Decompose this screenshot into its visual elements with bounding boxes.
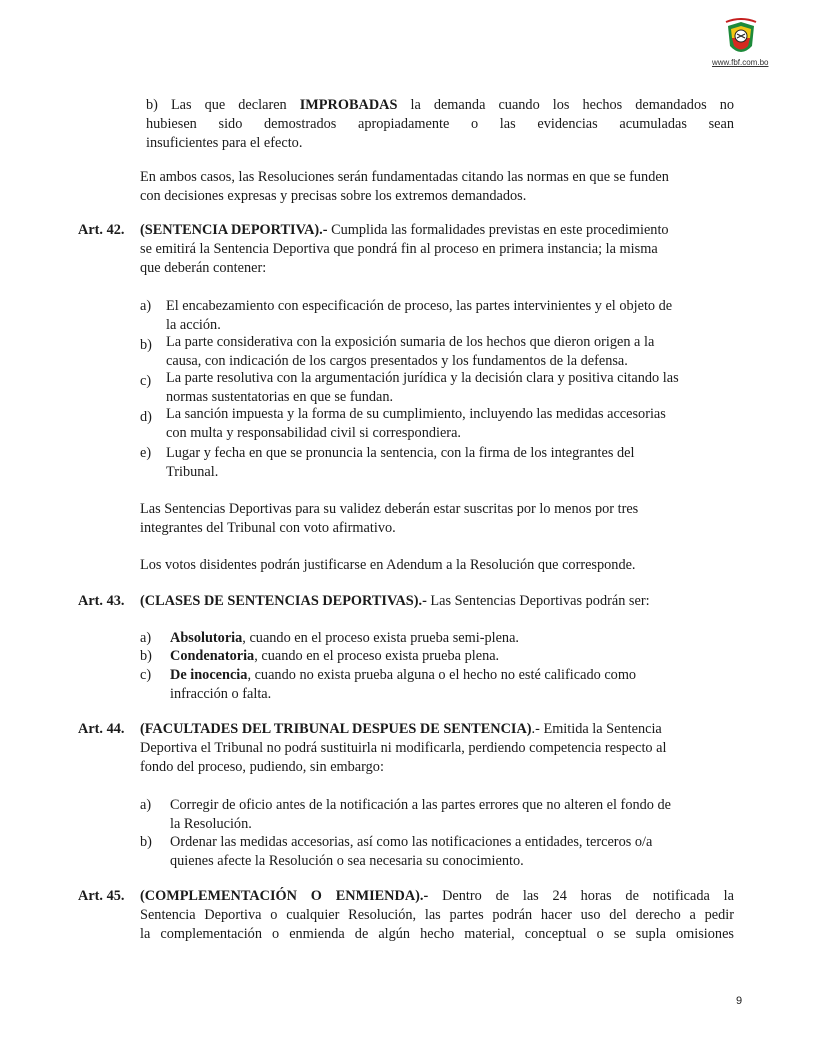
para-b-line-3: insuficientes para el efecto. xyxy=(146,135,303,151)
art-44-item-b: Ordenar las medidas accesorias, así como las notificaciones a entidades, terceros o/a xyxy=(170,834,653,850)
art-44-item-a-cont: la Resolución. xyxy=(170,816,252,832)
art-42-item-b: La parte considerativa con la exposición sumaria de los hechos que dieron origen a la xyxy=(166,334,655,350)
art-45-number: Art. 45. xyxy=(78,888,125,904)
art-43-item-a-marker: a) xyxy=(140,630,152,646)
art-44-item-a-marker: a) xyxy=(140,797,152,813)
art-45-line-1: (COMPLEMENTACIÓN O ENMIENDA).- Dentro de las 24 horas de notificada la xyxy=(140,888,734,904)
art-42-item-c-marker: c) xyxy=(140,373,152,389)
art-42-item-a: El encabezamiento con especificación de proceso, las partes intervinientes y el objeto de xyxy=(166,298,673,314)
art-44-item-b-marker: b) xyxy=(140,834,152,850)
art-42-item-d-marker: d) xyxy=(140,409,152,425)
art-45-line-3: la complementación o enmienda de algún hecho material, conceptual o se supla omisiones xyxy=(140,926,734,942)
art-42-item-d-cont: con multa y responsabilidad civil si correspondiera. xyxy=(166,425,461,441)
art-43-number: Art. 43. xyxy=(78,593,125,609)
website-link[interactable]: www.fbf.com.bo xyxy=(712,58,769,67)
art-42-item-a-cont: la acción. xyxy=(166,317,221,333)
art-43-item-b-marker: b) xyxy=(140,648,152,664)
art-44-item-a: Corregir de oficio antes de la notificación a las partes errores que no alteren el fondo de xyxy=(170,797,671,813)
art-42-item-d: La sanción impuesta y la forma de su cumplimiento, incluyendo las medidas accesorias xyxy=(166,406,666,422)
art-44-line-3: fondo del proceso, pudiendo, sin embargo: xyxy=(140,759,384,775)
art-42-item-b-marker: b) xyxy=(140,337,152,353)
para-b-line-2: hubiesen sido demostrados apropiadamente o las evidencias acumuladas sean xyxy=(146,116,734,132)
art-42-validez-line-2: integrantes del Tribunal con voto afirmativo. xyxy=(140,520,396,536)
art-42-line-1: (SENTENCIA DEPORTIVA).- Cumplida las formalidades previstas en este procedimiento xyxy=(140,222,669,238)
art-42-item-e-marker: e) xyxy=(140,445,152,461)
art-43-item-c-marker: c) xyxy=(140,667,152,683)
fbf-crest-logo xyxy=(724,18,758,60)
art-42-item-c: La parte resolutiva con la argumentación jurídica y la decisión clara y positiva citando las xyxy=(166,370,679,386)
art-43-item-a: Absolutoria, cuando en el proceso exista prueba semi-plena. xyxy=(170,630,519,646)
art-42-item-a-marker: a) xyxy=(140,298,152,314)
art-45-line-2: Sentencia Deportiva o cualquier Resolución, las partes podrán hacer uso del derecho a pedir xyxy=(140,907,734,923)
art-44-number: Art. 44. xyxy=(78,721,125,737)
art-42-line-2: se emitirá la Sentencia Deportiva que pondrá fin al proceso en primera instancia; la misma xyxy=(140,241,658,257)
page-number: 9 xyxy=(736,995,743,1007)
art-42-item-c-cont: normas sustentatorias en que se fundan. xyxy=(166,389,394,405)
art-42-validez-line-1: Las Sentencias Deportivas para su validez deberán estar suscritas por lo menos por tres xyxy=(140,501,639,517)
ambos-line-1: En ambos casos, las Resoluciones serán fundamentadas citando las normas en que se funden xyxy=(140,169,669,185)
art-44-line-1: (FACULTADES DEL TRIBUNAL DESPUES DE SENTENCIA).- Emitida la Sentencia xyxy=(140,721,662,737)
art-42-number: Art. 42. xyxy=(78,222,125,238)
art-43-item-c-cont: infracción o falta. xyxy=(170,686,272,702)
art-44-item-b-cont: quienes afecte la Resolución o sea necesaria su conocimiento. xyxy=(170,853,524,869)
para-b-line-1: b) Las que declaren IMPROBADAS la demanda cuando los hechos demandados no xyxy=(146,97,734,113)
art-43-item-b: Condenatoria, cuando en el proceso exista prueba plena. xyxy=(170,648,500,664)
ambos-line-2: con decisiones expresas y precisas sobre los extremos demandados. xyxy=(140,188,527,204)
art-42-item-e: Lugar y fecha en que se pronuncia la sentencia, con la firma de los integrantes del xyxy=(166,445,635,461)
art-43-line-1: (CLASES DE SENTENCIAS DEPORTIVAS).- Las Sentencias Deportivas podrán ser: xyxy=(140,593,650,609)
art-44-line-2: Deportiva el Tribunal no podrá sustituirla ni modificarla, perdiendo competencia respecto al xyxy=(140,740,667,756)
art-42-item-e-cont: Tribunal. xyxy=(166,464,219,480)
art-42-votos: Los votos disidentes podrán justificarse en Adendum a la Resolución que corresponde. xyxy=(140,557,636,573)
art-43-item-c: De inocencia, cuando no exista prueba alguna o el hecho no esté calificado como xyxy=(170,667,637,683)
art-42-item-b-cont: causa, con indicación de los cargos presentados y los fundamentos de la defensa. xyxy=(166,353,628,369)
art-42-line-3: que deberán contener: xyxy=(140,260,267,276)
